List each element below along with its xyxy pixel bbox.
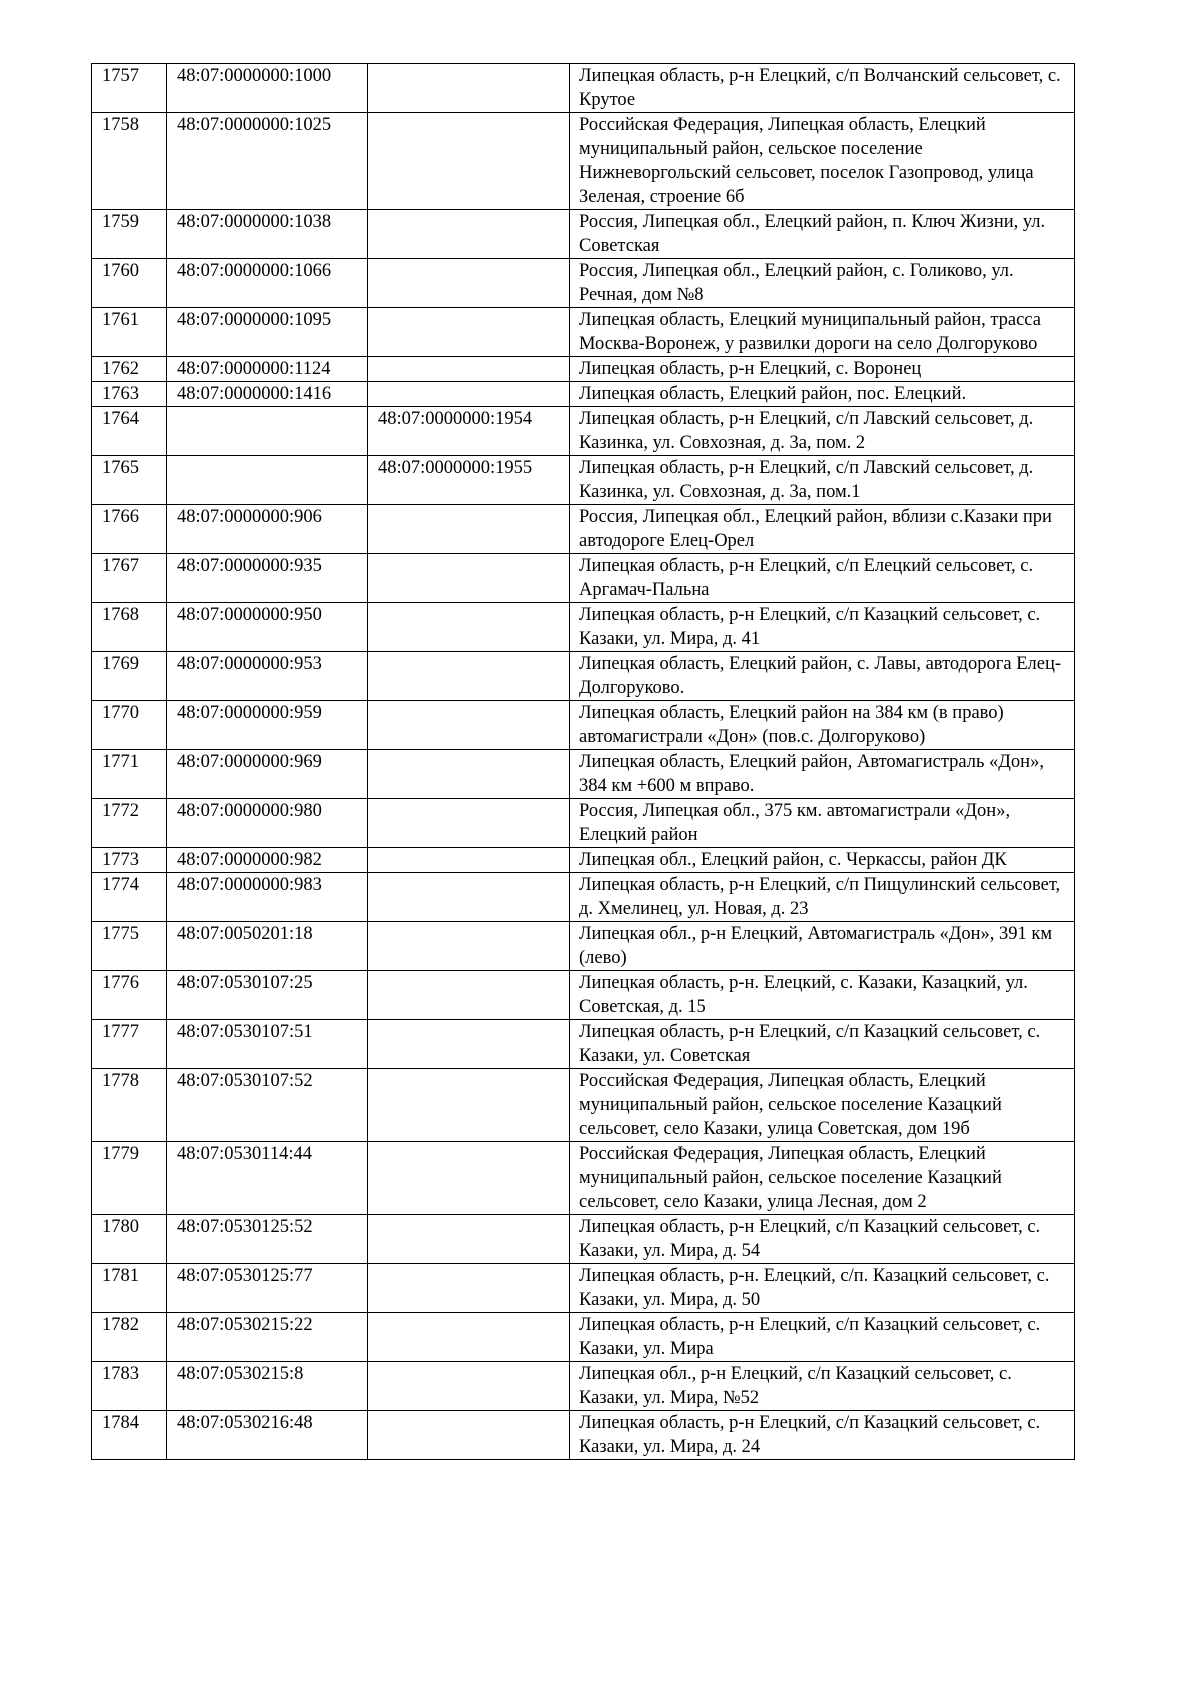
table-row [92, 505, 1075, 554]
cadastral-number-cell: 48:07:0000000:969 [167, 750, 368, 799]
row-number-cell: 1768 [92, 603, 167, 652]
row-number-cell: 1772 [92, 799, 167, 848]
row-number-cell: 1780 [92, 1215, 167, 1264]
address-cell: Липецкая область, р-н Елецкий, с. Воронец [570, 357, 1075, 382]
address-cell: Российская Федерация, Липецкая область, Елецкий муниципальный район, сельское поселение Казацкий сельсовет, село Казаки, улица Лесная, дом 2 [570, 1142, 1075, 1215]
row-number-cell: 1763 [92, 382, 167, 407]
table-row [92, 1069, 1075, 1142]
table-row [92, 1264, 1075, 1313]
related-cadastral-number-cell [368, 382, 570, 407]
address-cell: Липецкая обл., р-н Елецкий, Автомагистраль «Дон», 391 км (лево) [570, 922, 1075, 971]
row-number-cell: 1758 [92, 113, 167, 210]
table-row [92, 873, 1075, 922]
address-cell: Липецкая область, р-н Елецкий, с/п Лавский сельсовет, д. Казинка, ул. Совхозная, д. 3а, пом.1 [570, 456, 1075, 505]
row-number-cell: 1779 [92, 1142, 167, 1215]
related-cadastral-number-cell [368, 357, 570, 382]
row-number-cell: 1784 [92, 1411, 167, 1460]
row-number-cell: 1775 [92, 922, 167, 971]
table-row [92, 1142, 1075, 1215]
cadastral-number-cell: 48:07:0000000:935 [167, 554, 368, 603]
row-number-cell: 1770 [92, 701, 167, 750]
cadastral-number-cell: 48:07:0000000:950 [167, 603, 368, 652]
cadastral-number-cell: 48:07:0530107:52 [167, 1069, 368, 1142]
related-cadastral-number-cell: 48:07:0000000:1955 [368, 456, 570, 505]
related-cadastral-number-cell [368, 603, 570, 652]
related-cadastral-number-cell [368, 64, 570, 113]
related-cadastral-number-cell [368, 701, 570, 750]
related-cadastral-number-cell [368, 554, 570, 603]
table-row [92, 701, 1075, 750]
cadastral-number-cell: 48:07:0530215:8 [167, 1362, 368, 1411]
row-number-cell: 1774 [92, 873, 167, 922]
row-number-cell: 1782 [92, 1313, 167, 1362]
cadastral-number-cell: 48:07:0000000:1416 [167, 382, 368, 407]
row-number-cell: 1766 [92, 505, 167, 554]
address-cell: Липецкая область, р-н Елецкий, с/п Казацкий сельсовет, с. Казаки, ул. Советская [570, 1020, 1075, 1069]
address-cell: Липецкая обл., Елецкий район, с. Черкассы, район ДК [570, 848, 1075, 873]
related-cadastral-number-cell [368, 848, 570, 873]
cadastral-number-cell: 48:07:0530107:25 [167, 971, 368, 1020]
table-row [92, 308, 1075, 357]
table-row [92, 259, 1075, 308]
related-cadastral-number-cell [368, 1362, 570, 1411]
cadastral-number-cell: 48:07:0000000:1025 [167, 113, 368, 210]
row-number-cell: 1769 [92, 652, 167, 701]
related-cadastral-number-cell [368, 922, 570, 971]
address-cell: Липецкая область, р-н Елецкий, с/п Волчанский сельсовет, с. Крутое [570, 64, 1075, 113]
table-row [92, 64, 1075, 113]
address-cell: Россия, Липецкая обл., Елецкий район, вблизи с.Казаки при автодороге Елец-Орел [570, 505, 1075, 554]
cadastral-number-cell: 48:07:0000000:1095 [167, 308, 368, 357]
cadastral-number-cell: 48:07:0000000:982 [167, 848, 368, 873]
address-cell: Липецкая область, р-н Елецкий, с/п Пищулинский сельсовет, д. Хмелинец, ул. Новая, д. 23 [570, 873, 1075, 922]
address-cell: Липецкая область, р-н Елецкий, с/п Елецкий сельсовет, с. Аргамач-Пальна [570, 554, 1075, 603]
related-cadastral-number-cell [368, 1313, 570, 1362]
table-row [92, 357, 1075, 382]
table-row [92, 554, 1075, 603]
address-cell: Россия, Липецкая обл., Елецкий район, п. Ключ Жизни, ул. Советская [570, 210, 1075, 259]
cadastral-number-cell: 48:07:0000000:953 [167, 652, 368, 701]
row-number-cell: 1767 [92, 554, 167, 603]
address-cell: Липецкая область, р-н Елецкий, с/п Казацкий сельсовет, с. Казаки, ул. Мира, д. 24 [570, 1411, 1075, 1460]
row-number-cell: 1773 [92, 848, 167, 873]
address-cell: Россия, Липецкая обл., 375 км. автомагистрали «Дон», Елецкий район [570, 799, 1075, 848]
cadastral-number-cell: 48:07:0000000:1038 [167, 210, 368, 259]
table-row [92, 1362, 1075, 1411]
row-number-cell: 1781 [92, 1264, 167, 1313]
table-row [92, 799, 1075, 848]
table-row [92, 456, 1075, 505]
address-cell: Российская Федерация, Липецкая область, Елецкий муниципальный район, сельское поселение Казацкий сельсовет, село Казаки, улица Советская, дом 19б [570, 1069, 1075, 1142]
row-number-cell: 1778 [92, 1069, 167, 1142]
property-table [91, 63, 1075, 1460]
address-cell: Липецкая область, р-н. Елецкий, с. Казаки, Казацкий, ул. Советская, д. 15 [570, 971, 1075, 1020]
related-cadastral-number-cell [368, 505, 570, 554]
cadastral-number-cell: 48:07:0000000:1000 [167, 64, 368, 113]
table-row [92, 971, 1075, 1020]
table-row [92, 210, 1075, 259]
cadastral-number-cell: 48:07:0530107:51 [167, 1020, 368, 1069]
row-number-cell: 1757 [92, 64, 167, 113]
related-cadastral-number-cell [368, 1264, 570, 1313]
row-number-cell: 1762 [92, 357, 167, 382]
related-cadastral-number-cell [368, 1215, 570, 1264]
cadastral-number-cell: 48:07:0530114:44 [167, 1142, 368, 1215]
table-row [92, 1313, 1075, 1362]
address-cell: Липецкая область, р-н. Елецкий, с/п. Казацкий сельсовет, с. Казаки, ул. Мира, д. 50 [570, 1264, 1075, 1313]
related-cadastral-number-cell [368, 1020, 570, 1069]
cadastral-number-cell: 48:07:0050201:18 [167, 922, 368, 971]
table-body [92, 64, 1075, 1460]
cadastral-number-cell: 48:07:0530215:22 [167, 1313, 368, 1362]
related-cadastral-number-cell [368, 1142, 570, 1215]
row-number-cell: 1760 [92, 259, 167, 308]
address-cell: Липецкая область, р-н Елецкий, с/п Казацкий сельсовет, с. Казаки, ул. Мира, д. 54 [570, 1215, 1075, 1264]
related-cadastral-number-cell [368, 113, 570, 210]
table-row [92, 407, 1075, 456]
address-cell: Липецкая область, Елецкий район на 384 км (в право) автомагистрали «Дон» (пов.с. Долгоруково) [570, 701, 1075, 750]
table-row [92, 603, 1075, 652]
cadastral-number-cell: 48:07:0530216:48 [167, 1411, 368, 1460]
table-row [92, 652, 1075, 701]
cadastral-number-cell: 48:07:0000000:983 [167, 873, 368, 922]
row-number-cell: 1771 [92, 750, 167, 799]
cadastral-number-cell: 48:07:0530125:52 [167, 1215, 368, 1264]
address-cell: Липецкая область, Елецкий район, пос. Елецкий. [570, 382, 1075, 407]
row-number-cell: 1777 [92, 1020, 167, 1069]
row-number-cell: 1761 [92, 308, 167, 357]
related-cadastral-number-cell [368, 308, 570, 357]
cadastral-number-cell: 48:07:0000000:959 [167, 701, 368, 750]
related-cadastral-number-cell [368, 873, 570, 922]
address-cell: Липецкая область, р-н Елецкий, с/п Казацкий сельсовет, с. Казаки, ул. Мира, д. 41 [570, 603, 1075, 652]
row-number-cell: 1776 [92, 971, 167, 1020]
table-row [92, 1411, 1075, 1460]
address-cell: Липецкая обл., р-н Елецкий, с/п Казацкий сельсовет, с. Казаки, ул. Мира, №52 [570, 1362, 1075, 1411]
related-cadastral-number-cell [368, 971, 570, 1020]
table-row [92, 848, 1075, 873]
cadastral-number-cell: 48:07:0000000:906 [167, 505, 368, 554]
related-cadastral-number-cell [368, 750, 570, 799]
address-cell: Липецкая область, р-н Елецкий, с/п Казацкий сельсовет, с. Казаки, ул. Мира [570, 1313, 1075, 1362]
address-cell: Российская Федерация, Липецкая область, Елецкий муниципальный район, сельское поселение Нижневоргольский сельсовет, поселок Газопровод, улица Зеленая, строение 6б [570, 113, 1075, 210]
related-cadastral-number-cell [368, 652, 570, 701]
related-cadastral-number-cell [368, 259, 570, 308]
address-cell: Липецкая область, р-н Елецкий, с/п Лавский сельсовет, д. Казинка, ул. Совхозная, д. 3а, пом. 2 [570, 407, 1075, 456]
address-cell: Липецкая область, Елецкий район, с. Лавы, автодорога Елец-Долгоруково. [570, 652, 1075, 701]
cadastral-number-cell: 48:07:0000000:1124 [167, 357, 368, 382]
related-cadastral-number-cell [368, 799, 570, 848]
row-number-cell: 1783 [92, 1362, 167, 1411]
cadastral-number-cell [167, 407, 368, 456]
cadastral-number-cell [167, 456, 368, 505]
cadastral-number-cell: 48:07:0000000:980 [167, 799, 368, 848]
table-row [92, 113, 1075, 210]
address-cell: Липецкая область, Елецкий район, Автомагистраль «Дон», 384 км +600 м вправо. [570, 750, 1075, 799]
related-cadastral-number-cell [368, 210, 570, 259]
table-row [92, 382, 1075, 407]
table-row [92, 1020, 1075, 1069]
related-cadastral-number-cell: 48:07:0000000:1954 [368, 407, 570, 456]
row-number-cell: 1759 [92, 210, 167, 259]
table-row [92, 1215, 1075, 1264]
row-number-cell: 1765 [92, 456, 167, 505]
row-number-cell: 1764 [92, 407, 167, 456]
address-cell: Россия, Липецкая обл., Елецкий район, с. Голиково, ул. Речная, дом №8 [570, 259, 1075, 308]
related-cadastral-number-cell [368, 1411, 570, 1460]
related-cadastral-number-cell [368, 1069, 570, 1142]
table-row [92, 922, 1075, 971]
cadastral-number-cell: 48:07:0000000:1066 [167, 259, 368, 308]
cadastral-number-cell: 48:07:0530125:77 [167, 1264, 368, 1313]
table-row [92, 750, 1075, 799]
address-cell: Липецкая область, Елецкий муниципальный район, трасса Москва-Воронеж, у развилки дороги на село Долгоруково [570, 308, 1075, 357]
